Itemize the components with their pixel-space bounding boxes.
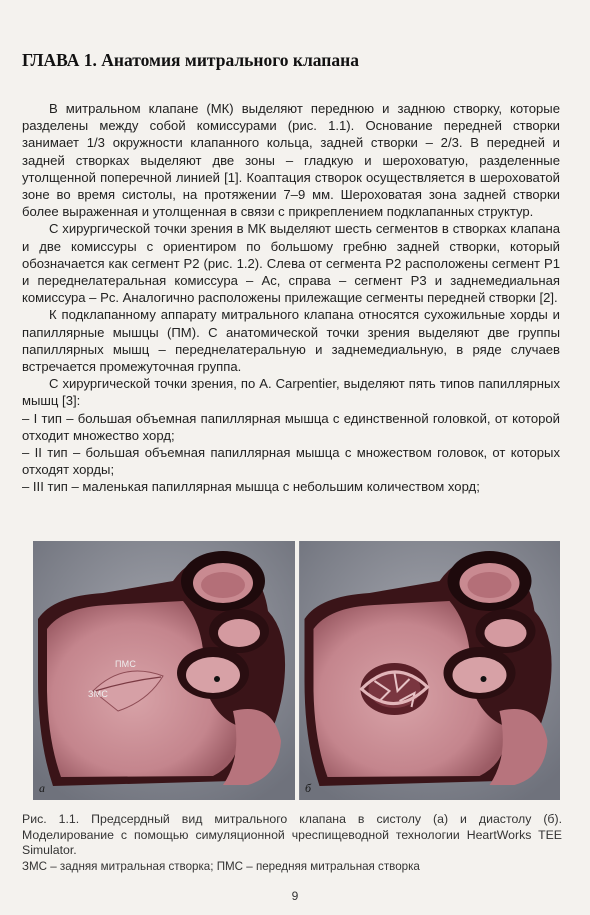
list-item: – III тип – маленькая папиллярная мышца с небольшим количеством хорд; (22, 479, 480, 495)
list-item: – I тип – большая объемная папиллярная мышца с единственной головкой, от которой отходит множество хорд; (22, 410, 560, 443)
figure-systole (33, 541, 295, 800)
paragraph: К подклапанному аппарату митрального клапана относятся сухожильные хорды и папиллярные мышцы (ПМ). С анатомической точки зрения выделяют две группы папиллярных мышц – переднелатеральную и заднемедиальную, в ряде случаев встречается промежуточная группа. (22, 307, 560, 375)
figure-letter-b: б (305, 781, 312, 795)
figure-legend: ЗМС – задняя митральная створка; ПМС – передняя митральная створка (22, 860, 420, 873)
label-posterior-leaflet: ЗМС (88, 689, 109, 699)
figure-caption: Рис. 1.1. Предсердный вид митрального клапана в систолу (а) и диастолу (б). Моделирование с помощью симуляционной чреспищеводной технологии HeartWorks TEE Simulator. (22, 812, 562, 857)
figure-diastole (299, 541, 560, 800)
heart-model-diastole-image (299, 541, 560, 800)
list-item: – II тип – большая объемная папиллярная мышца с множеством головок, от которых отходят хорды; (22, 445, 560, 478)
body-text (22, 100, 560, 496)
figure-letter-a: а (39, 781, 45, 795)
page-number: 9 (291, 889, 299, 903)
chapter-title: ГЛАВА 1. Анатомия митрального клапана (22, 50, 359, 70)
paragraph: В митральном клапане (МК) выделяют переднюю и заднюю створку, которые разделены между собой комиссурами (рис. 1.1). Основание передней створки занимает 1/3 окружности клапанного кольца, задней створки – 2/3. В передней и задней створках выделяют две зоны – гладкую и шероховатую, разделенные утолщенной поперечной линией [1]. Коаптация створок осуществляется в шероховатой зоне во время систолы, на протяжении 7–9 мм. Шероховатая зона задней створки более выраженная и утолщенная в связи с прикреплением подклапанных структур. (22, 101, 560, 220)
paragraph: С хирургической точки зрения, по A. Carpentier, выделяют пять типов папиллярных мышц [3]: (22, 376, 560, 409)
heart-model-systole-image (33, 541, 295, 800)
label-anterior-leaflet: ПМС (115, 659, 137, 669)
paragraph: С хирургической точки зрения в МК выделяют шесть сегментов в створках клапана и две комиссуры с ориентиром по большому гребню задней створки, который обозначается как сегмент Р2 (рис. 1.2). Слева от сегмента Р2 расположены сегмент Р1 и переднелатеральная комиссура – Ас, справа – сегмент Р3 и заднемедиальная комиссура – Рс. Аналогично расположены прилежащие сегменты передней створки [2]. (22, 221, 560, 306)
